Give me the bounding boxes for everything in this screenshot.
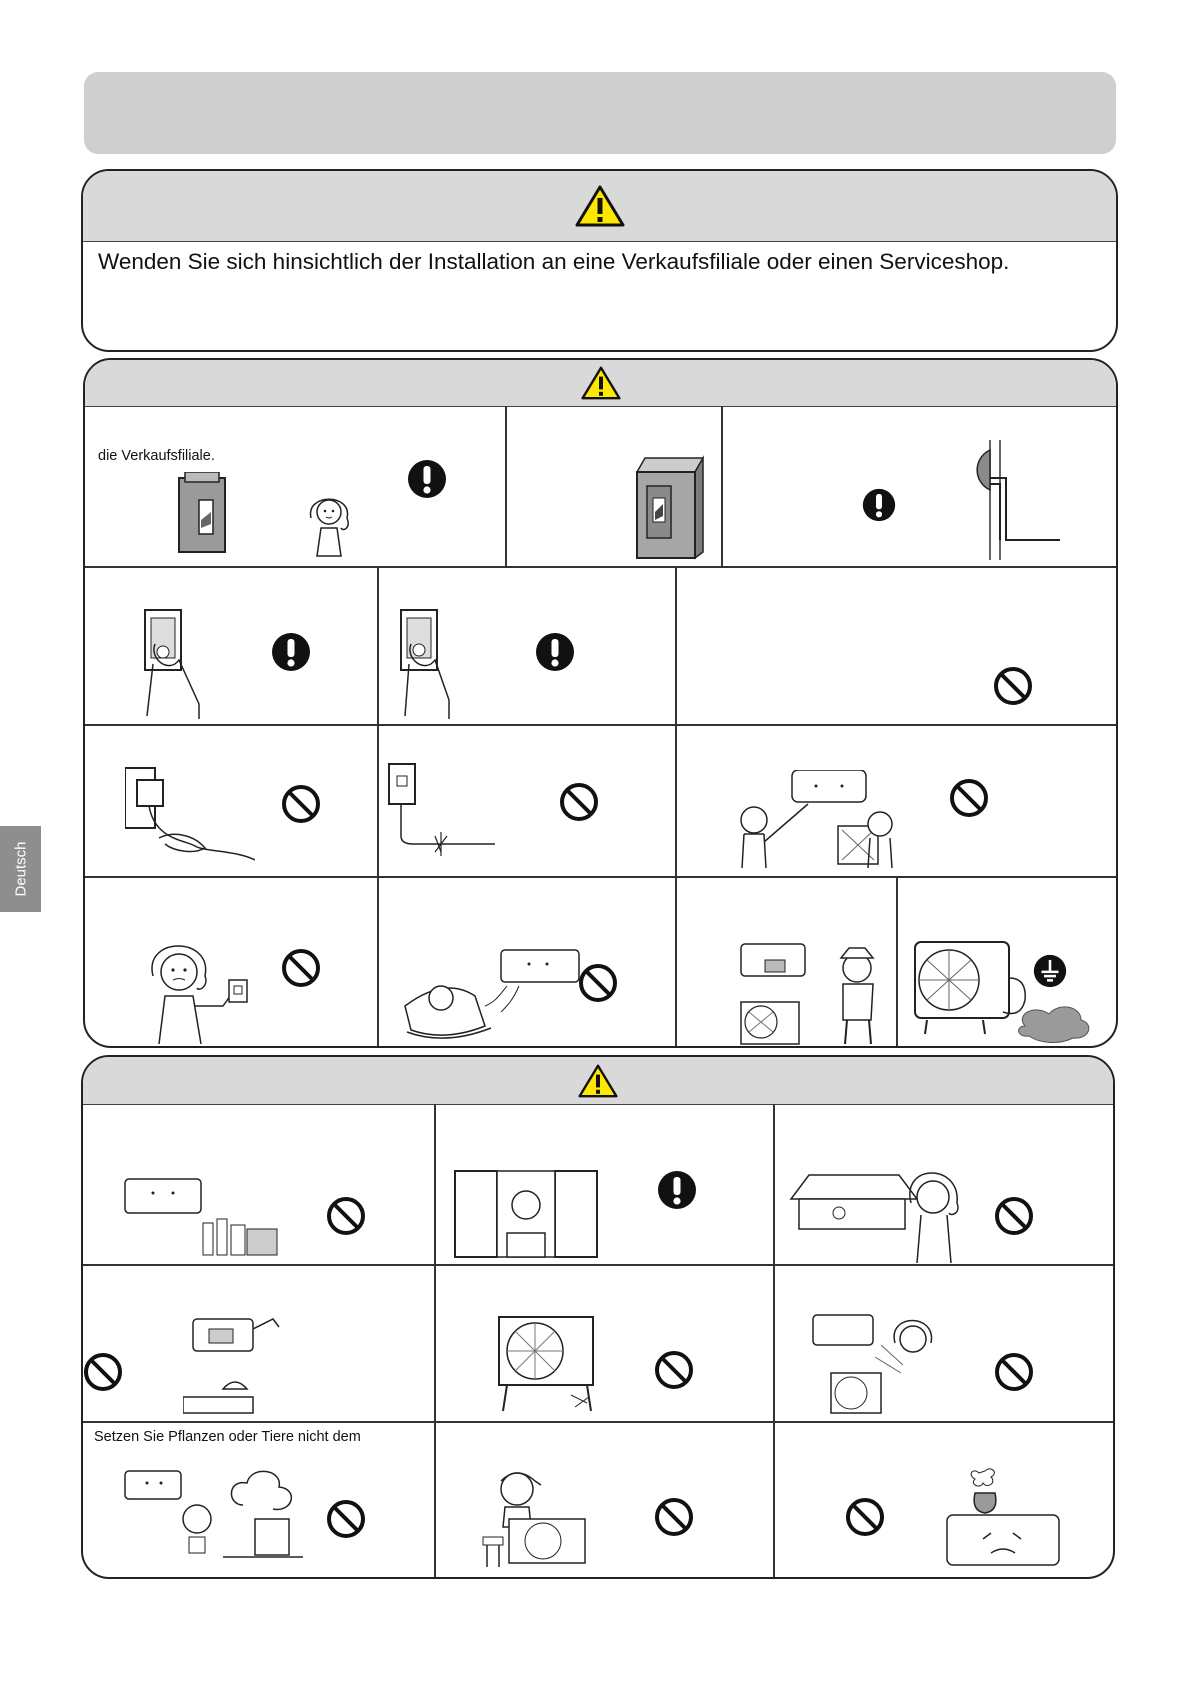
prohibition-icon bbox=[994, 1196, 1034, 1236]
prohibition-icon bbox=[326, 1196, 366, 1236]
unit-food-storage-illustration bbox=[123, 1175, 283, 1257]
warning-triangle-icon bbox=[581, 366, 621, 400]
grid-divider bbox=[896, 876, 898, 1046]
warning-section-box bbox=[83, 358, 1118, 1048]
prohibition-icon bbox=[281, 948, 321, 988]
grid-divider bbox=[721, 406, 723, 566]
breaker-switch-illustration bbox=[175, 472, 235, 557]
installation-notice-box bbox=[81, 169, 1118, 352]
notice-text: Wenden Sie sich hinsichtlich der Installation an eine Verkaufsfiliale oder einen Serviceshop. bbox=[98, 249, 1010, 274]
exclamation-circle-icon bbox=[535, 632, 575, 672]
caution-header bbox=[83, 1057, 1113, 1105]
unit-plants-animals-illustration bbox=[123, 1465, 303, 1561]
child-on-unit-illustration bbox=[479, 1467, 589, 1567]
hand-plug-illustration bbox=[395, 604, 465, 719]
prohibition-icon bbox=[578, 963, 618, 1003]
warning-triangle-icon bbox=[578, 1064, 618, 1098]
page-title-bar bbox=[84, 72, 1116, 154]
breaker-box-illustration bbox=[631, 452, 711, 560]
grid-divider bbox=[377, 566, 379, 1046]
girl-illustration bbox=[297, 488, 361, 558]
unstable-outdoor-unit-illustration bbox=[491, 1311, 601, 1415]
damaged-cord-illustration bbox=[385, 760, 495, 860]
warning-header bbox=[85, 360, 1116, 407]
warning-cell-text: die Verkaufsfiliale. bbox=[98, 448, 215, 464]
warning-triangle-icon bbox=[575, 185, 625, 227]
girl-spraying-unit-illustration bbox=[811, 1313, 941, 1415]
prohibition-icon bbox=[83, 1352, 123, 1392]
prohibition-icon bbox=[994, 1352, 1034, 1392]
exclamation-circle-icon bbox=[271, 632, 311, 672]
caution-cell-text: Setzen Sie Pflanzen oder Tiere nicht dem bbox=[94, 1429, 361, 1445]
prohibition-icon bbox=[281, 784, 321, 824]
grid-divider bbox=[83, 1421, 1113, 1423]
prohibition-icon bbox=[654, 1350, 694, 1390]
prohibition-icon bbox=[326, 1499, 366, 1539]
exclamation-circle-icon bbox=[407, 459, 447, 499]
grid-divider bbox=[85, 724, 1116, 726]
prohibition-icon bbox=[845, 1497, 885, 1537]
prohibition-icon bbox=[654, 1497, 694, 1537]
language-side-tab[interactable] bbox=[0, 826, 41, 912]
boy-cold-air-illustration bbox=[739, 942, 889, 1046]
grid-divider bbox=[675, 566, 677, 1046]
prohibition-icon bbox=[559, 782, 599, 822]
baby-cold-air-illustration bbox=[395, 946, 585, 1042]
ground-wire-illustration bbox=[960, 440, 1060, 560]
grid-divider bbox=[83, 1264, 1113, 1266]
unit-stove-illustration bbox=[183, 1313, 293, 1417]
notice-header bbox=[83, 171, 1116, 242]
exclamation-circle-icon bbox=[657, 1170, 697, 1210]
hand-plug-illustration bbox=[139, 604, 209, 719]
open-window-illustration bbox=[451, 1169, 601, 1261]
grid-divider bbox=[505, 406, 507, 566]
prohibition-icon bbox=[949, 778, 989, 818]
grid-divider bbox=[773, 1104, 775, 1577]
grid-divider bbox=[434, 1104, 436, 1577]
exclamation-circle-icon bbox=[862, 488, 896, 522]
grid-divider bbox=[85, 566, 1116, 568]
caution-section-box bbox=[81, 1055, 1115, 1579]
grid-divider bbox=[85, 876, 1116, 878]
girl-unit-cover-illustration bbox=[789, 1163, 969, 1263]
girl-wet-hands-illustration bbox=[143, 936, 253, 1044]
ground-icon bbox=[1033, 954, 1067, 988]
unit-with-vase-illustration bbox=[945, 1467, 1061, 1567]
prohibition-icon bbox=[993, 666, 1033, 706]
side-tab-label: Deutsch bbox=[12, 841, 29, 897]
overloaded-plug-illustration bbox=[125, 760, 255, 864]
kids-poking-unit-illustration bbox=[730, 770, 950, 874]
